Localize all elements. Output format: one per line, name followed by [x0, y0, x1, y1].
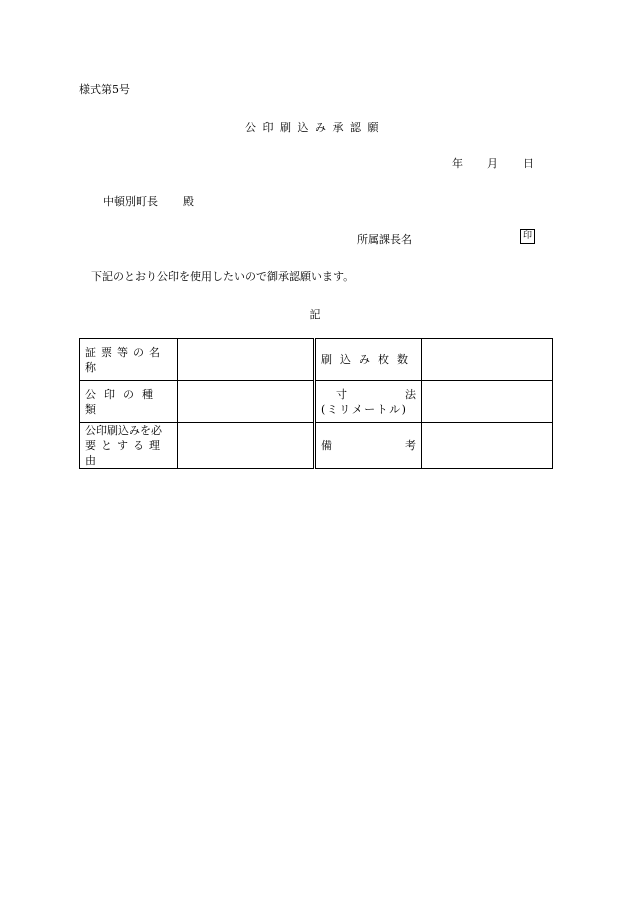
reason-field[interactable]: [178, 423, 315, 469]
application-table: [79, 338, 553, 469]
dimension-field[interactable]: [422, 381, 553, 423]
seal-type-label: 公印の種類: [85, 387, 161, 416]
document-name-label-cell: [80, 339, 178, 381]
ki-heading: 記: [309, 308, 321, 321]
document-name-label: 証票等の名称: [85, 345, 165, 374]
addressee-honorific: 殿: [183, 195, 194, 208]
dimension-label-a: 寸: [336, 387, 347, 401]
print-count-label: 刷込み枚数: [321, 353, 416, 366]
seal-mark-icon: 印: [520, 229, 535, 244]
remarks-label-cell: [315, 423, 422, 469]
print-count-label-cell: [315, 339, 422, 381]
date-month-label: 月: [487, 157, 498, 170]
table-row: [80, 381, 553, 423]
addressee-name: 中頓別町長: [103, 195, 158, 208]
date-year-label: 年: [452, 157, 463, 170]
reason-label-line2: 要とする理由: [85, 439, 165, 467]
seal-type-field[interactable]: [178, 381, 315, 423]
date-day-label: 日: [523, 157, 534, 170]
dimension-label-b: 法: [405, 387, 416, 401]
table-row: [80, 339, 553, 381]
request-body-text: 下記のとおり公印を使用したいので御承認願います。: [91, 270, 355, 283]
table-row: [80, 423, 553, 469]
print-count-field[interactable]: [422, 339, 553, 381]
remarks-label-a: 備: [321, 439, 332, 452]
remarks-field[interactable]: [422, 423, 553, 469]
dimension-unit-label: (ミリメートル): [321, 402, 408, 416]
seal-type-label-cell: [80, 381, 178, 423]
applicant-label: 所属課長名: [357, 233, 412, 246]
remarks-label-b: 考: [405, 439, 416, 452]
form-number: 様式第5号: [79, 83, 130, 96]
dimension-label-cell: [315, 381, 422, 423]
document-title: 公印刷込み承認願: [245, 121, 385, 134]
document-name-field[interactable]: [178, 339, 315, 381]
reason-label-line1: 公印刷込みを必: [85, 424, 162, 437]
reason-label-cell: [80, 423, 178, 469]
